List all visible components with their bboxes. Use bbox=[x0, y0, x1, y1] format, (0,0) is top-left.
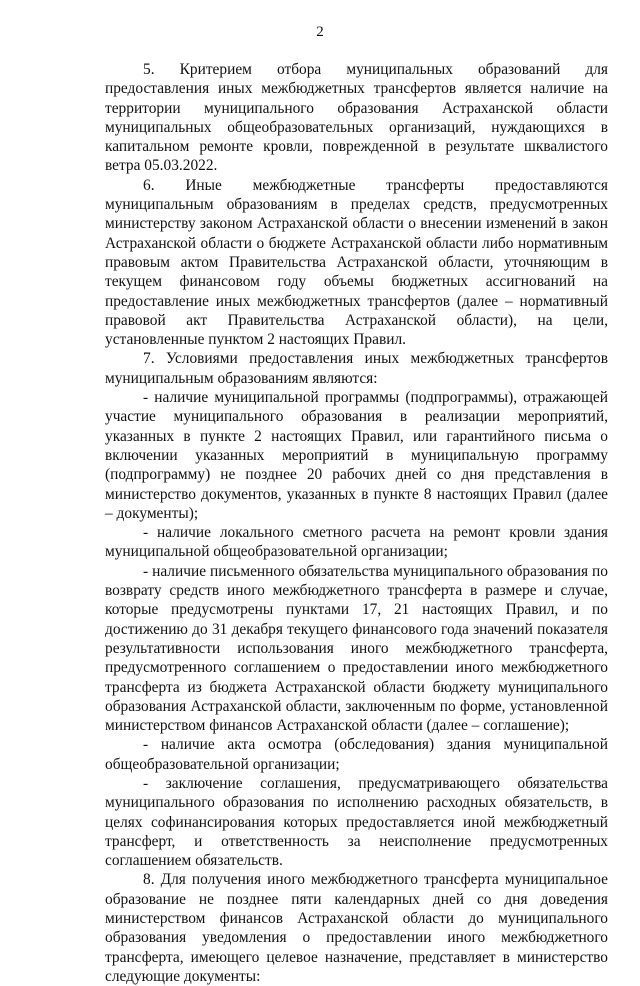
condition-agreement: - заключение соглашения, предусматривающего обязательства муниципального образования по исполнению расходных обязательств, в целях софинансирования которых предоставляется иной межбюджетный трансферт, и ответственность за неисполнение предусмотренных соглашением обязательств. bbox=[105, 774, 608, 870]
paragraph-7: 7. Условиями предоставления иных межбюджетных трансфертов муниципальным образованиям являются: bbox=[105, 350, 608, 387]
condition-inspection-act: - наличие акта осмотра (обследования) здания муниципальной общеобразовательной организации; bbox=[105, 736, 608, 773]
paragraph-6: 6. Иные межбюджетные трансферты предоставляются муниципальным образованиям в пределах средств, предусмотренных министерству законом Астраханской области о внесении изменений в закон Астраханской области о бюджете Астраханской области либо нормативным правовым актом Правительства Астраханской области, уточняющим в текущем финансовом году объемы бюджетных ассигнований на предоставление иных межбюджетных трансфертов (далее – нормативный правовой акт Правительства Астраханской области), на цели, установленные пунктом 2 настоящих Правил. bbox=[105, 176, 608, 349]
condition-program: - наличие муниципальной программы (подпрограммы), отражающей участие муниципального образования в реализации мероприятий, указанных в пункте 2 настоящих Правил, или гарантийного письма о включении указанных мероприятий в муниципальную программу (подпрограмму) не позднее 20 рабочих дней со дня представления в министерство документов, указанных в пункте 8 настоящих Правил (далее – документы); bbox=[105, 389, 608, 522]
document-body bbox=[105, 60, 608, 986]
condition-obligation: - наличие письменного обязательства муниципального образования по возврату средств иного межбюджетного трансферта в размере и случае, которые предусмотрены пунктами 17, 21 настоящих Правил, и по достижению до 31 декабря текущего финансового года значений показателя результативности использования иного межбюджетного трансферта, предусмотренного соглашением о предоставлении иного межбюджетного трансферта из бюджета Астраханской области бюджету муниципального образования Астраханской области, заключенным по форме, установленной министерством финансов Астраханской области (далее – соглашение); bbox=[105, 562, 608, 735]
paragraph-5: 5. Критерием отбора муниципальных образований для предоставления иных межбюджетных трансфертов является наличие на территории муниципального образования Астраханской области муниципальных общеобразовательных организаций, нуждающихся в капитальном ремонте кровли, поврежденной в результате шквалистого ветра 05.03.2022. bbox=[105, 61, 608, 175]
paragraph-8: 8. Для получения иного межбюджетного трансферта муниципальное образование не позднее пяти календарных дней со дня доведения министерством финансов Астраханской области до муниципального образования уведомления о предоставлении иного межбюджетного трансферта, имеющего целевое назначение, представляет в министерство следующие документы: bbox=[105, 871, 608, 985]
condition-estimate: - наличие локального сметного расчета на ремонт кровли здания муниципальной общеобразовательной организации; bbox=[105, 524, 608, 561]
page-number: 2 bbox=[316, 24, 324, 40]
